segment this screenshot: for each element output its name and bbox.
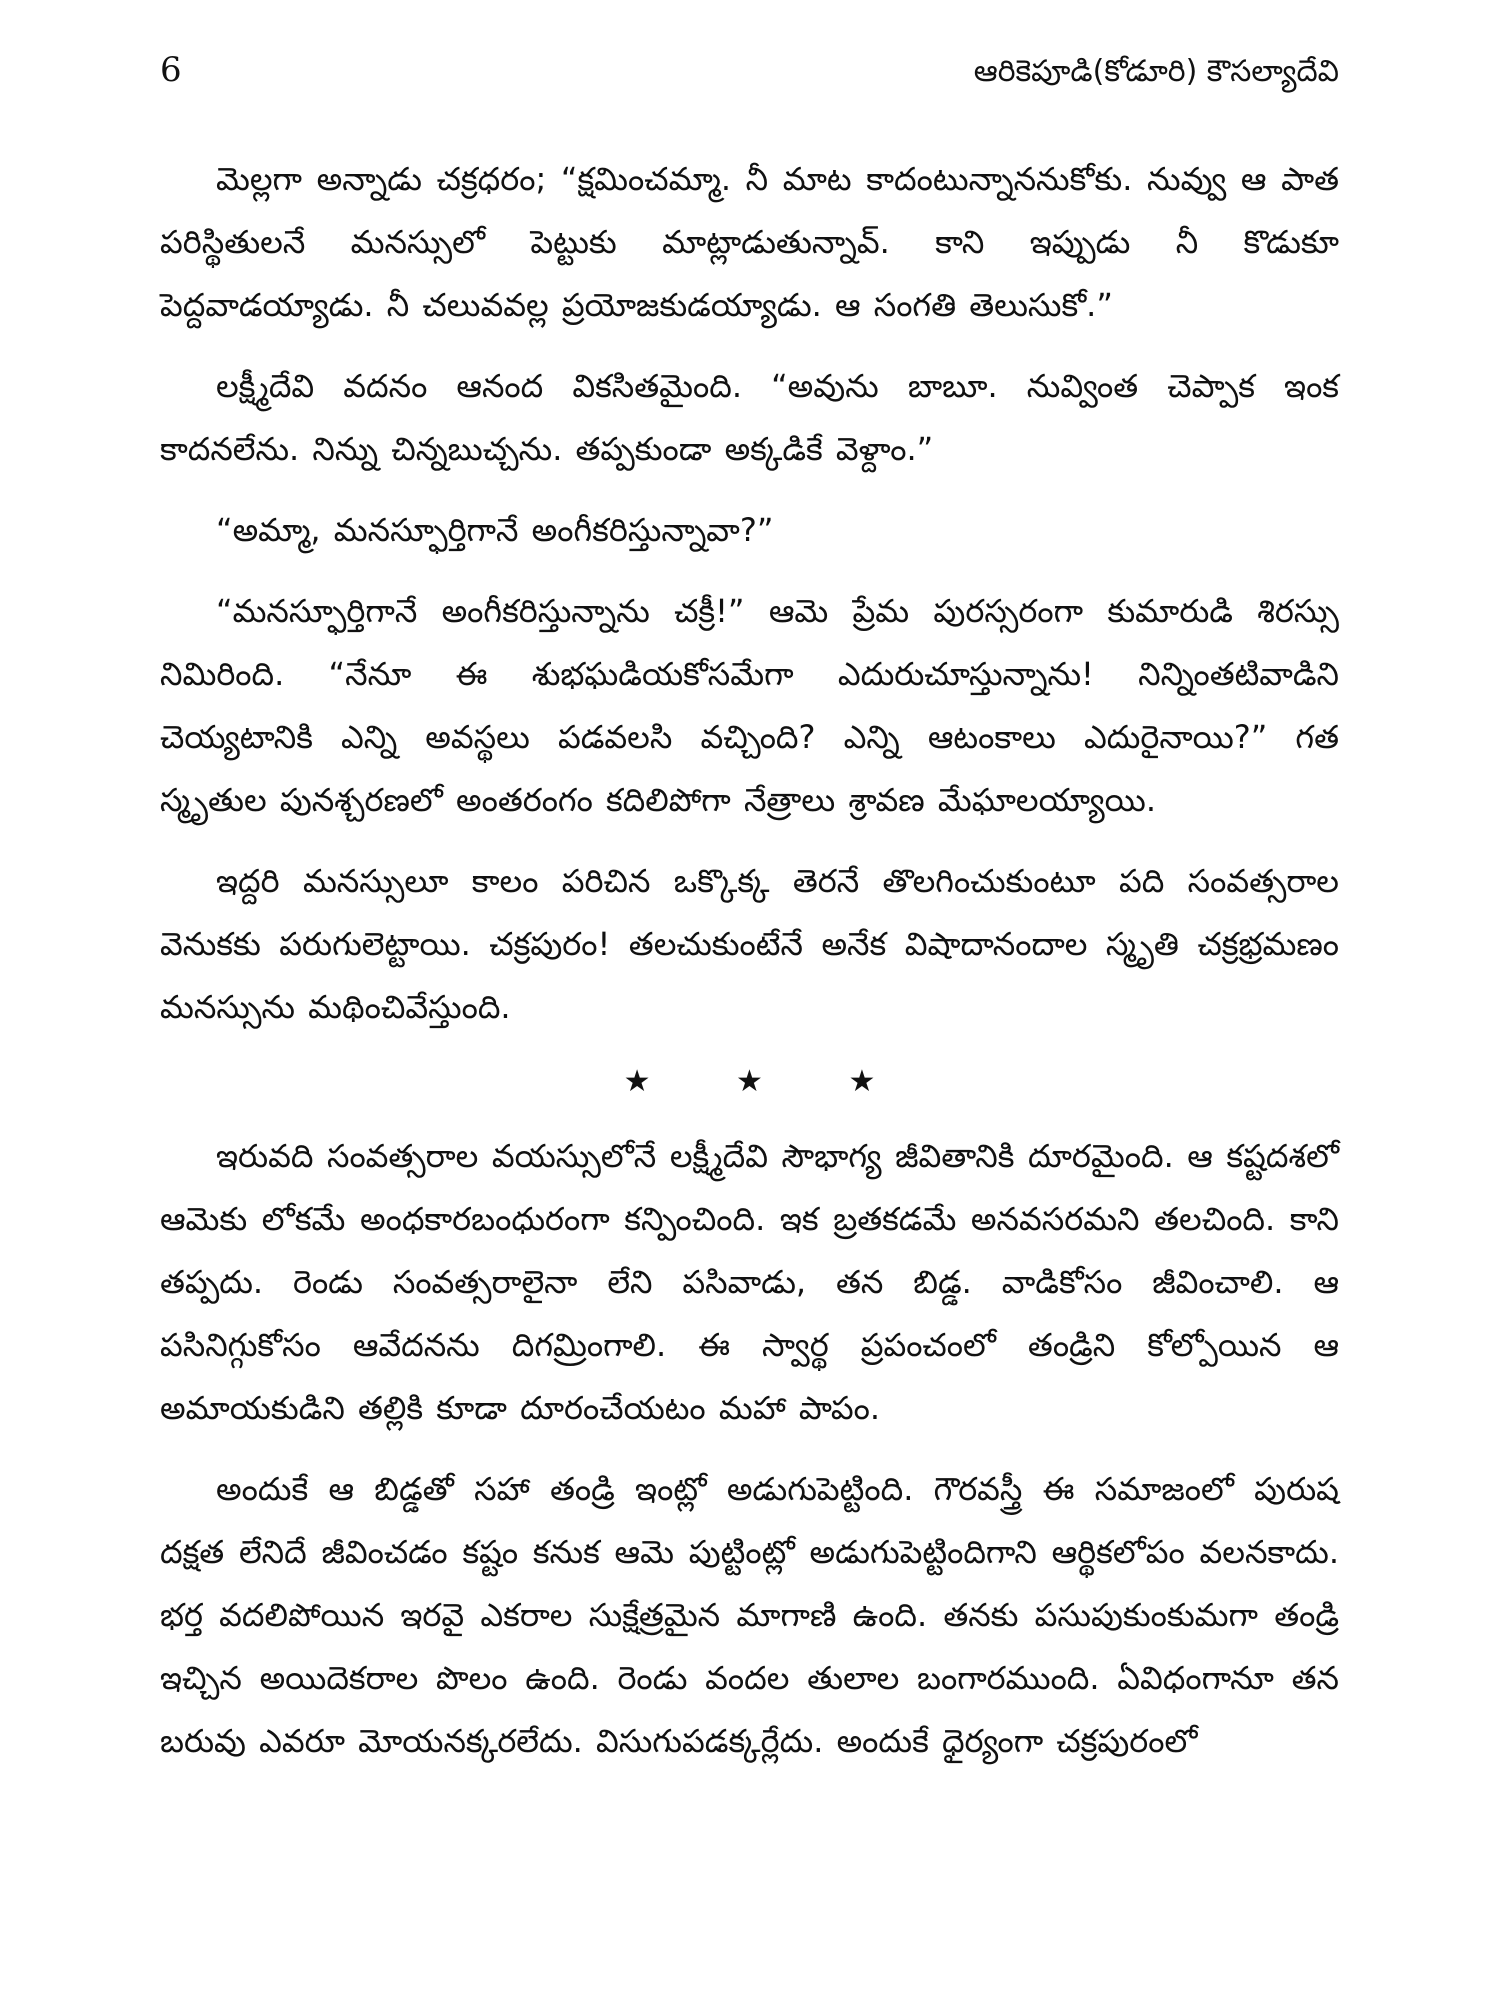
paragraph: “మనస్ఫూర్తిగానే అంగీకరిస్తున్నాను చక్రీ!” ఆమె ప్రేమ పురస్సరంగా కుమారుడి శిరస్సు నిమిరింది. “నేనూ ఈ శుభఘడియకోసమేగా ఎదురుచూస్తున్నాను! నిన్నింతటివాడిని చెయ్యటానికి ఎన్ని అవస్థలు పడవలసి వచ్చింది? ఎన్ని ఆటంకాలు ఎదురైనాయి?” గత స్మృతుల పునశ్చరణలో అంతరంగం కదిలిపోగా నేత్రాలు శ్రావణ మేఘాలయ్యాయి. <box>160 592 1339 819</box>
paragraph: ఇరువది సంవత్సరాల వయస్సులోనే లక్ష్మీదేవి సౌభాగ్య జీవితానికి దూరమైంది. ఆ కష్టదశలో ఆమెకు లోకమే అంధకారబంధురంగా కన్పించింది. ఇక బ్రతకడమే అనవసరమని తలచింది. కాని తప్పదు. రెండు సంవత్సరాలైనా లేని పసివాడు, తన బిడ్డ. వాడికోసం జీవించాలి. ఆ పసినిగ్గుకోసం ఆవేదనను దిగమ్రింగాలి. ఈ స్వార్థ ప్రపంచంలో తండ్రిని కోల్పోయిన ఆ అమాయకుడిని తల్లికి కూడా దూరంచేయటం మహా పాపం. <box>160 1137 1339 1427</box>
section-separator: ★ ★ ★ <box>623 1064 914 1099</box>
paragraph: “అమ్మా, మనస్ఫూర్తిగానే అంగీకరిస్తున్నావా?” <box>216 511 774 549</box>
paragraph: అందుకే ఆ బిడ్డతో సహా తండ్రి ఇంట్లో అడుగుపెట్టింది. గౌరవస్త్రీ ఈ సమాజంలో పురుష దక్షత లేనిదే జీవించడం కష్టం కనుక ఆమె పుట్టింట్లో అడుగుపెట్టిందిగాని ఆర్థికలోపం వలనకాదు. భర్త వదలిపోయిన ఇరవై ఎకరాల సుక్షేత్రమైన మాగాణి ఉంది. తనకు పసుపుకుంకుమగా తండ్రి ఇచ్చిన అయిదెకరాల పొలం ఉంది. రెండు వందల తులాల బంగారముంది. ఏవిధంగానూ తన బరువు ఎవరూ మోయనక్కరలేదు. విసుగుపడక్కర్లేదు. అందుకే ధైర్యంగా చక్రపురంలో <box>160 1470 1339 1760</box>
page-header <box>160 50 1339 110</box>
paragraph: ఇద్దరి మనస్సులూ కాలం పరిచిన ఒక్కొక్క తెరనే తొలగించుకుంటూ పది సంవత్సరాల వెనుకకు పరుగులెట్టాయి. చక్రపురం! తలచుకుంటేనే అనేక విషాదానందాల స్మృతి చక్రభ్రమణం మనస్సును మథించివేస్తుంది. <box>160 862 1339 1026</box>
page-number: 6 <box>160 50 182 90</box>
body-text <box>160 148 1339 1773</box>
running-title: ఆరికెపూడి(కోడూరి) కౌసల్యాదేవి <box>973 54 1339 89</box>
paragraph: లక్ష్మీదేవి వదనం ఆనంద వికసితమైంది. “అవును బాబూ. నువ్వింత చెప్పాక ఇంక కాదనలేను. నిన్ను చిన్నబుచ్చను. తప్పకుండా అక్కడికే వెళ్దాం.” <box>160 367 1339 468</box>
paragraph: మెల్లగా అన్నాడు చక్రధరం; “క్షమించమ్మా. నీ మాట కాదంటున్నాననుకోకు. నువ్వు ఆ పాత పరిస్థితులనే మనస్సులో పెట్టుకు మాట్లాడుతున్నావ్. కాని ఇప్పుడు నీ కొడుకూ పెద్దవాడయ్యాడు. నీ చలువవల్ల ప్రయోజకుడయ్యాడు. ఆ సంగతి తెలుసుకో.” <box>160 160 1339 324</box>
